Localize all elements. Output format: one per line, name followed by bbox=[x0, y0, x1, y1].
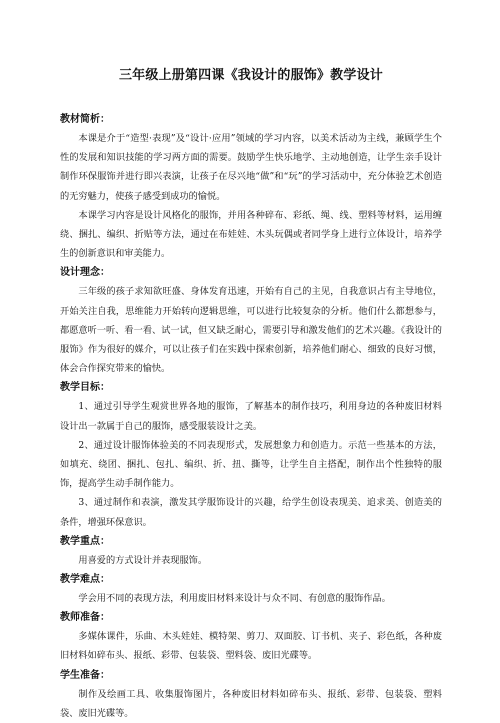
section-paragraph: 本课学习内容是设计风格化的服饰，并用各种碎布、彩纸、绳、线、塑料等材料，运用缠绕、捆扎、编织、折贴等方法，通过在布娃娃、木头玩偶或者同学身上进行立体设计，培养学生的创新意识和审美能力。 bbox=[60, 209, 442, 260]
section-heading: 教学重点： bbox=[60, 535, 110, 547]
section-heading: 教师准备： bbox=[60, 612, 110, 624]
section bbox=[60, 263, 442, 378]
section-heading: 设计理念： bbox=[60, 267, 110, 279]
document-title: 三年级上册第四课《我设计的服饰》教学设计 bbox=[118, 68, 383, 83]
section-paragraph: 用喜爱的方式设计并表现服饰。 bbox=[78, 554, 208, 566]
section bbox=[60, 570, 442, 608]
section-paragraph: 学会用不同的表现方法，利用废旧材料来设计与众不同、有创意的服饰作品。 bbox=[78, 593, 391, 605]
section-paragraph: 1、通过引导学生观赏世界各地的服饰，了解基本的制作技巧，利用身边的各种废旧材料设计出一款属于自己的服饰，感受服装设计之美。 bbox=[60, 401, 442, 432]
section-heading: 学生准备： bbox=[60, 669, 110, 681]
section bbox=[60, 532, 442, 570]
section-paragraph: 3、通过制作和表演，激发其学服饰设计的兴趣，给学生创设表现美、追求美、创造美的条件，增强环保意识。 bbox=[60, 497, 442, 528]
section bbox=[60, 608, 442, 665]
section-paragraph: 制作及绘画工具、收集服饰图片，各种废旧材料如碎布头、报纸、彩带、包装袋、塑料袋、废旧光碟等。 bbox=[60, 688, 442, 719]
section-paragraph: 三年级的孩子求知欲旺盛、身体发育迅速，开始有自己的主见，自我意识占有主导地位，开始关注自我，思维能力开始转向逻辑思维，可以进行比较复杂的分析。他们什么都想参与，都愿意听一听、看一看、试一试，但又缺乏耐心，需要引导和激发他们的艺术兴趣。《我设计的服饰》作为很好的媒介，可以让孩子们在实践中探索创新，培养他们耐心、细致的良好习惯，体会合作探究带来的愉快。 bbox=[60, 286, 442, 375]
section bbox=[60, 110, 442, 263]
section-paragraph: 本课是介于“造型·表现”及“设计·应用”领域的学习内容，以美术活动为主线，兼顾学生个性的发展和知识技能的学习两方面的需要。鼓励学生快乐地学、主动地创造，让学生亲手设计制作环保服饰并进行即兴表演，让孩子在尽兴地“做”和“玩”的学习活动中，充分体验艺术创造的无穷魅力，使孩子感受到成功的愉悦。 bbox=[60, 133, 442, 202]
section bbox=[60, 378, 442, 531]
section-paragraph: 2、通过设计服饰体验美的不同表现形式，发展想象力和创造力。示范一些基本的方法，如填充、绕团、捆扎、包扎、编织、折、扭、撕等，让学生自主搭配，制作出个性独特的服饰，提高学生动手制作能力。 bbox=[60, 439, 442, 490]
section-heading: 教材简析： bbox=[60, 114, 110, 125]
section bbox=[60, 666, 442, 723]
document-body bbox=[60, 110, 442, 723]
section-heading: 教学目标： bbox=[60, 382, 110, 394]
section-heading: 教学难点： bbox=[60, 574, 110, 586]
section-paragraph: 多媒体课件，乐曲、木头娃娃、模特架、剪刀、双面胶、订书机、夹子、彩色纸，各种废旧材料如碎布头、报纸、彩带、包装袋、塑料袋、废旧光碟等。 bbox=[60, 631, 442, 662]
